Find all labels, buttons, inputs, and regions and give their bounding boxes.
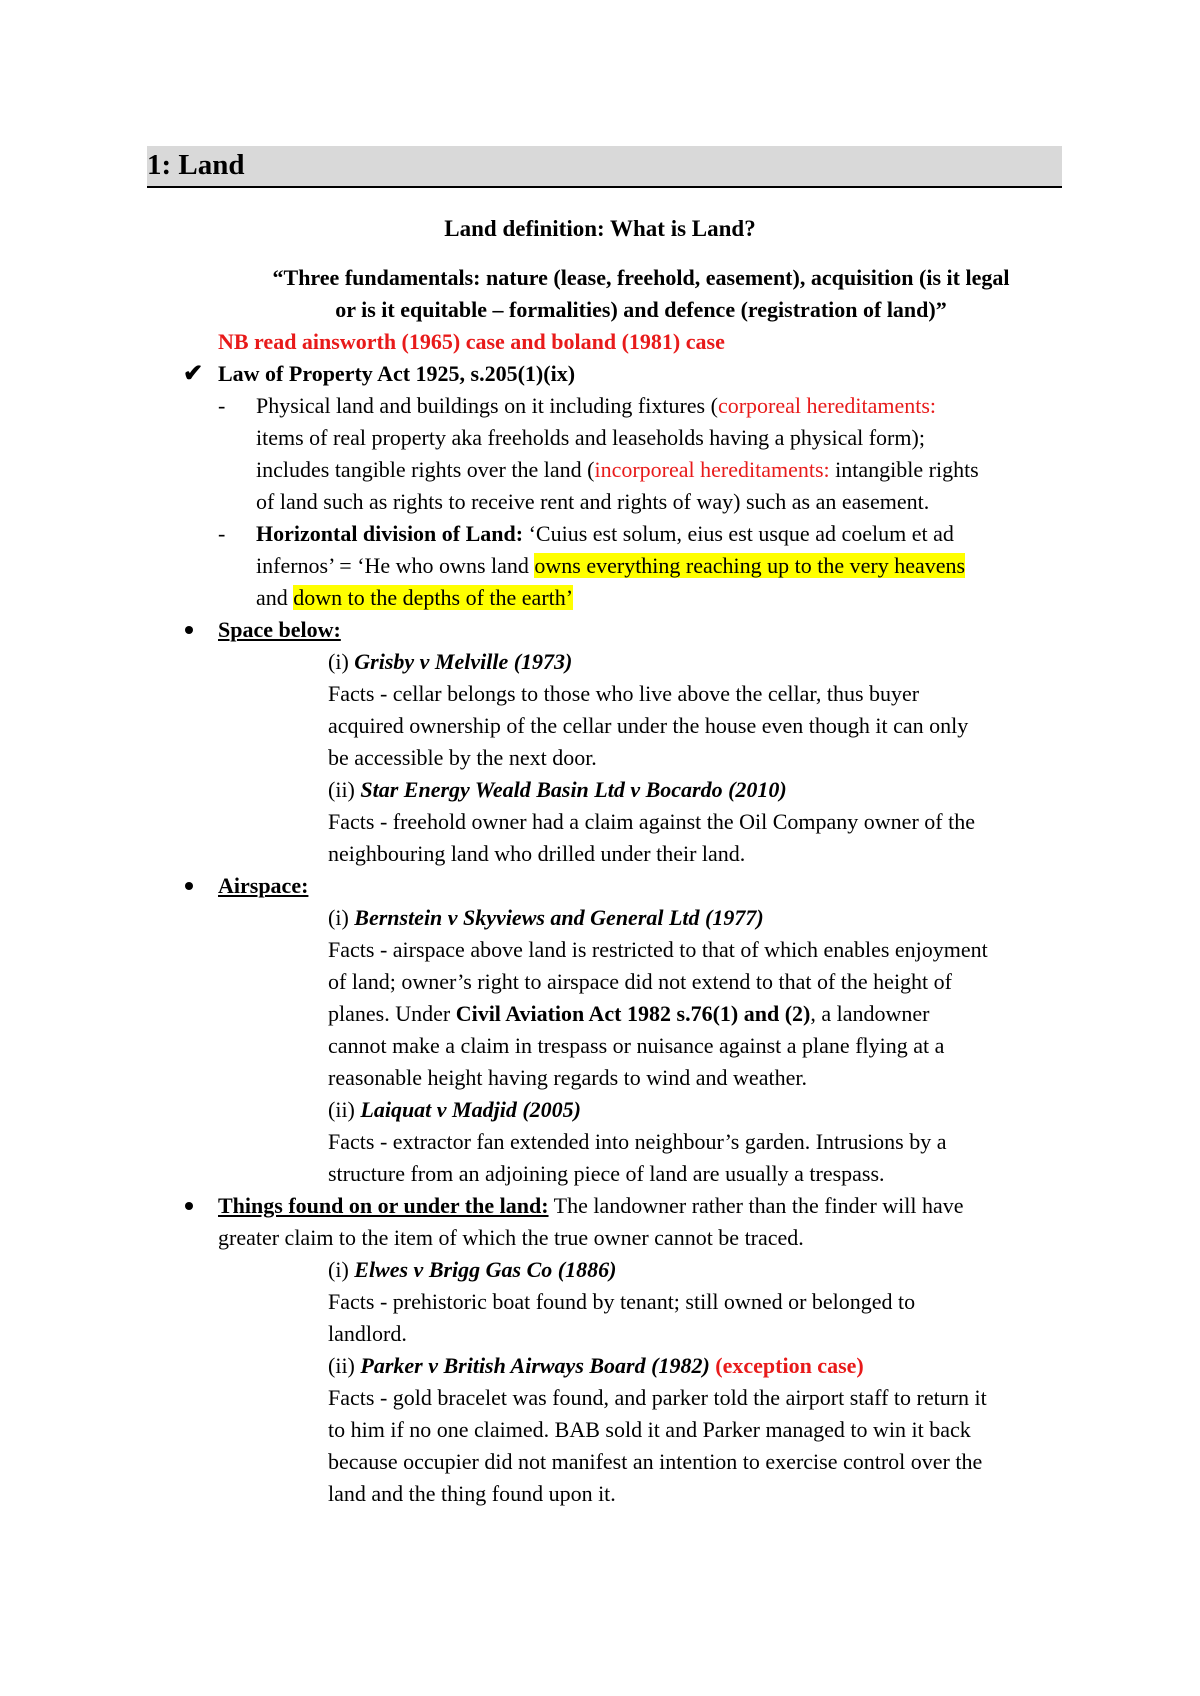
heading-bar [147, 146, 1062, 188]
airspace-title: Airspace: [218, 873, 309, 898]
case-grisby-facts-1: Facts - cellar belongs to those who live above the cellar, thus buyer [328, 681, 920, 706]
case-grisby-facts-2: acquired ownership of the cellar under the house even though it can only [328, 713, 969, 738]
space-below-title: Space below: [218, 617, 341, 642]
case-bernstein-facts-4: cannot make a claim in trespass or nuisance against a plane flying at a [328, 1033, 945, 1058]
case-elwes-facts-2: landlord. [328, 1321, 407, 1346]
lpa-p2-line2: infernos’ = ‘He who owns land owns everything reaching up to the very heavens [256, 553, 966, 578]
case-parker-facts-1: Facts - gold bracelet was found, and parker told the airport staff to return it [328, 1385, 987, 1410]
case-star-energy-facts-1: Facts - freehold owner had a claim against the Oil Company owner of the [328, 809, 975, 834]
case-parker-facts-3: because occupier did not manifest an intention to exercise control over the [328, 1449, 983, 1474]
case-laiquat: (ii) Laiquat v Madjid (2005) [328, 1097, 581, 1122]
lpa-title: Law of Property Act 1925, s.205(1)(ix) [218, 361, 576, 386]
case-elwes: (i) Elwes v Brigg Gas Co (1886) [328, 1257, 617, 1282]
case-grisby: (i) Grisby v Melville (1973) [328, 649, 573, 674]
lpa-p1-line2: items of real property aka freeholds and leaseholds having a physical form); [256, 425, 925, 450]
case-grisby-facts-3: be accessible by the next door. [328, 745, 597, 770]
case-parker: (ii) Parker v British Airways Board (1982) (exception case) [328, 1353, 864, 1378]
dash-bullet: - [218, 521, 226, 546]
lpa-p2-line3: and down to the depths of the earth’ [256, 585, 574, 610]
quote-line-2: or is it equitable – formalities) and defence (registration of land)” [335, 297, 947, 322]
things-found-line1: Things found on or under the land: The landowner rather than the finder will have [218, 1193, 964, 1218]
bullet-icon [185, 1202, 193, 1210]
checkmark-icon: ✔ [183, 361, 204, 387]
lpa-p1-line4: of land such as rights to receive rent and rights of way) such as an easement. [256, 489, 930, 514]
case-laiquat-facts-2: structure from an adjoining piece of land are usually a trespass. [328, 1161, 885, 1186]
nb-note: NB read ainsworth (1965) case and boland (1981) case [218, 329, 725, 354]
lpa-p1-line1: Physical land and buildings on it including fixtures (corporeal hereditaments: [256, 393, 937, 418]
section-title: Land definition: What is Land? [444, 216, 756, 241]
quote-line-1: “Three fundamentals: nature (lease, freehold, easement), acquisition (is it legal [272, 265, 1010, 290]
case-bernstein-facts-5: reasonable height having regards to wind and weather. [328, 1065, 807, 1090]
bullet-icon [185, 882, 193, 890]
lpa-p2-line1: Horizontal division of Land: ‘Cuius est solum, eius est usque ad coelum et ad [256, 521, 954, 546]
case-parker-facts-2: to him if no one claimed. BAB sold it and Parker managed to win it back [328, 1417, 971, 1442]
case-laiquat-facts-1: Facts - extractor fan extended into neighbour’s garden. Intrusions by a [328, 1129, 947, 1154]
case-elwes-facts-1: Facts - prehistoric boat found by tenant; still owned or belonged to [328, 1289, 916, 1314]
things-found-line2: greater claim to the item of which the true owner cannot be traced. [218, 1225, 804, 1250]
case-bernstein: (i) Bernstein v Skyviews and General Ltd (1977) [328, 905, 764, 930]
lpa-p1-line3: includes tangible rights over the land (incorporeal hereditaments: intangible rights [256, 457, 979, 482]
quote-block [218, 262, 1064, 326]
bullet-icon [185, 626, 193, 634]
case-star-energy: (ii) Star Energy Weald Basin Ltd v Bocardo (2010) [328, 777, 787, 802]
case-bernstein-facts-3: planes. Under Civil Aviation Act 1982 s.76(1) and (2), a landowner [328, 1001, 930, 1026]
dash-bullet: - [218, 393, 226, 418]
case-bernstein-facts-2: of land; owner’s right to airspace did not extend to that of the height of [328, 969, 952, 994]
case-bernstein-facts-1: Facts - airspace above land is restricted to that of which enables enjoyment [328, 937, 988, 962]
case-star-energy-facts-2: neighbouring land who drilled under their land. [328, 841, 746, 866]
page-heading: 1: Land [147, 149, 245, 181]
case-parker-facts-4: land and the thing found upon it. [328, 1481, 616, 1506]
